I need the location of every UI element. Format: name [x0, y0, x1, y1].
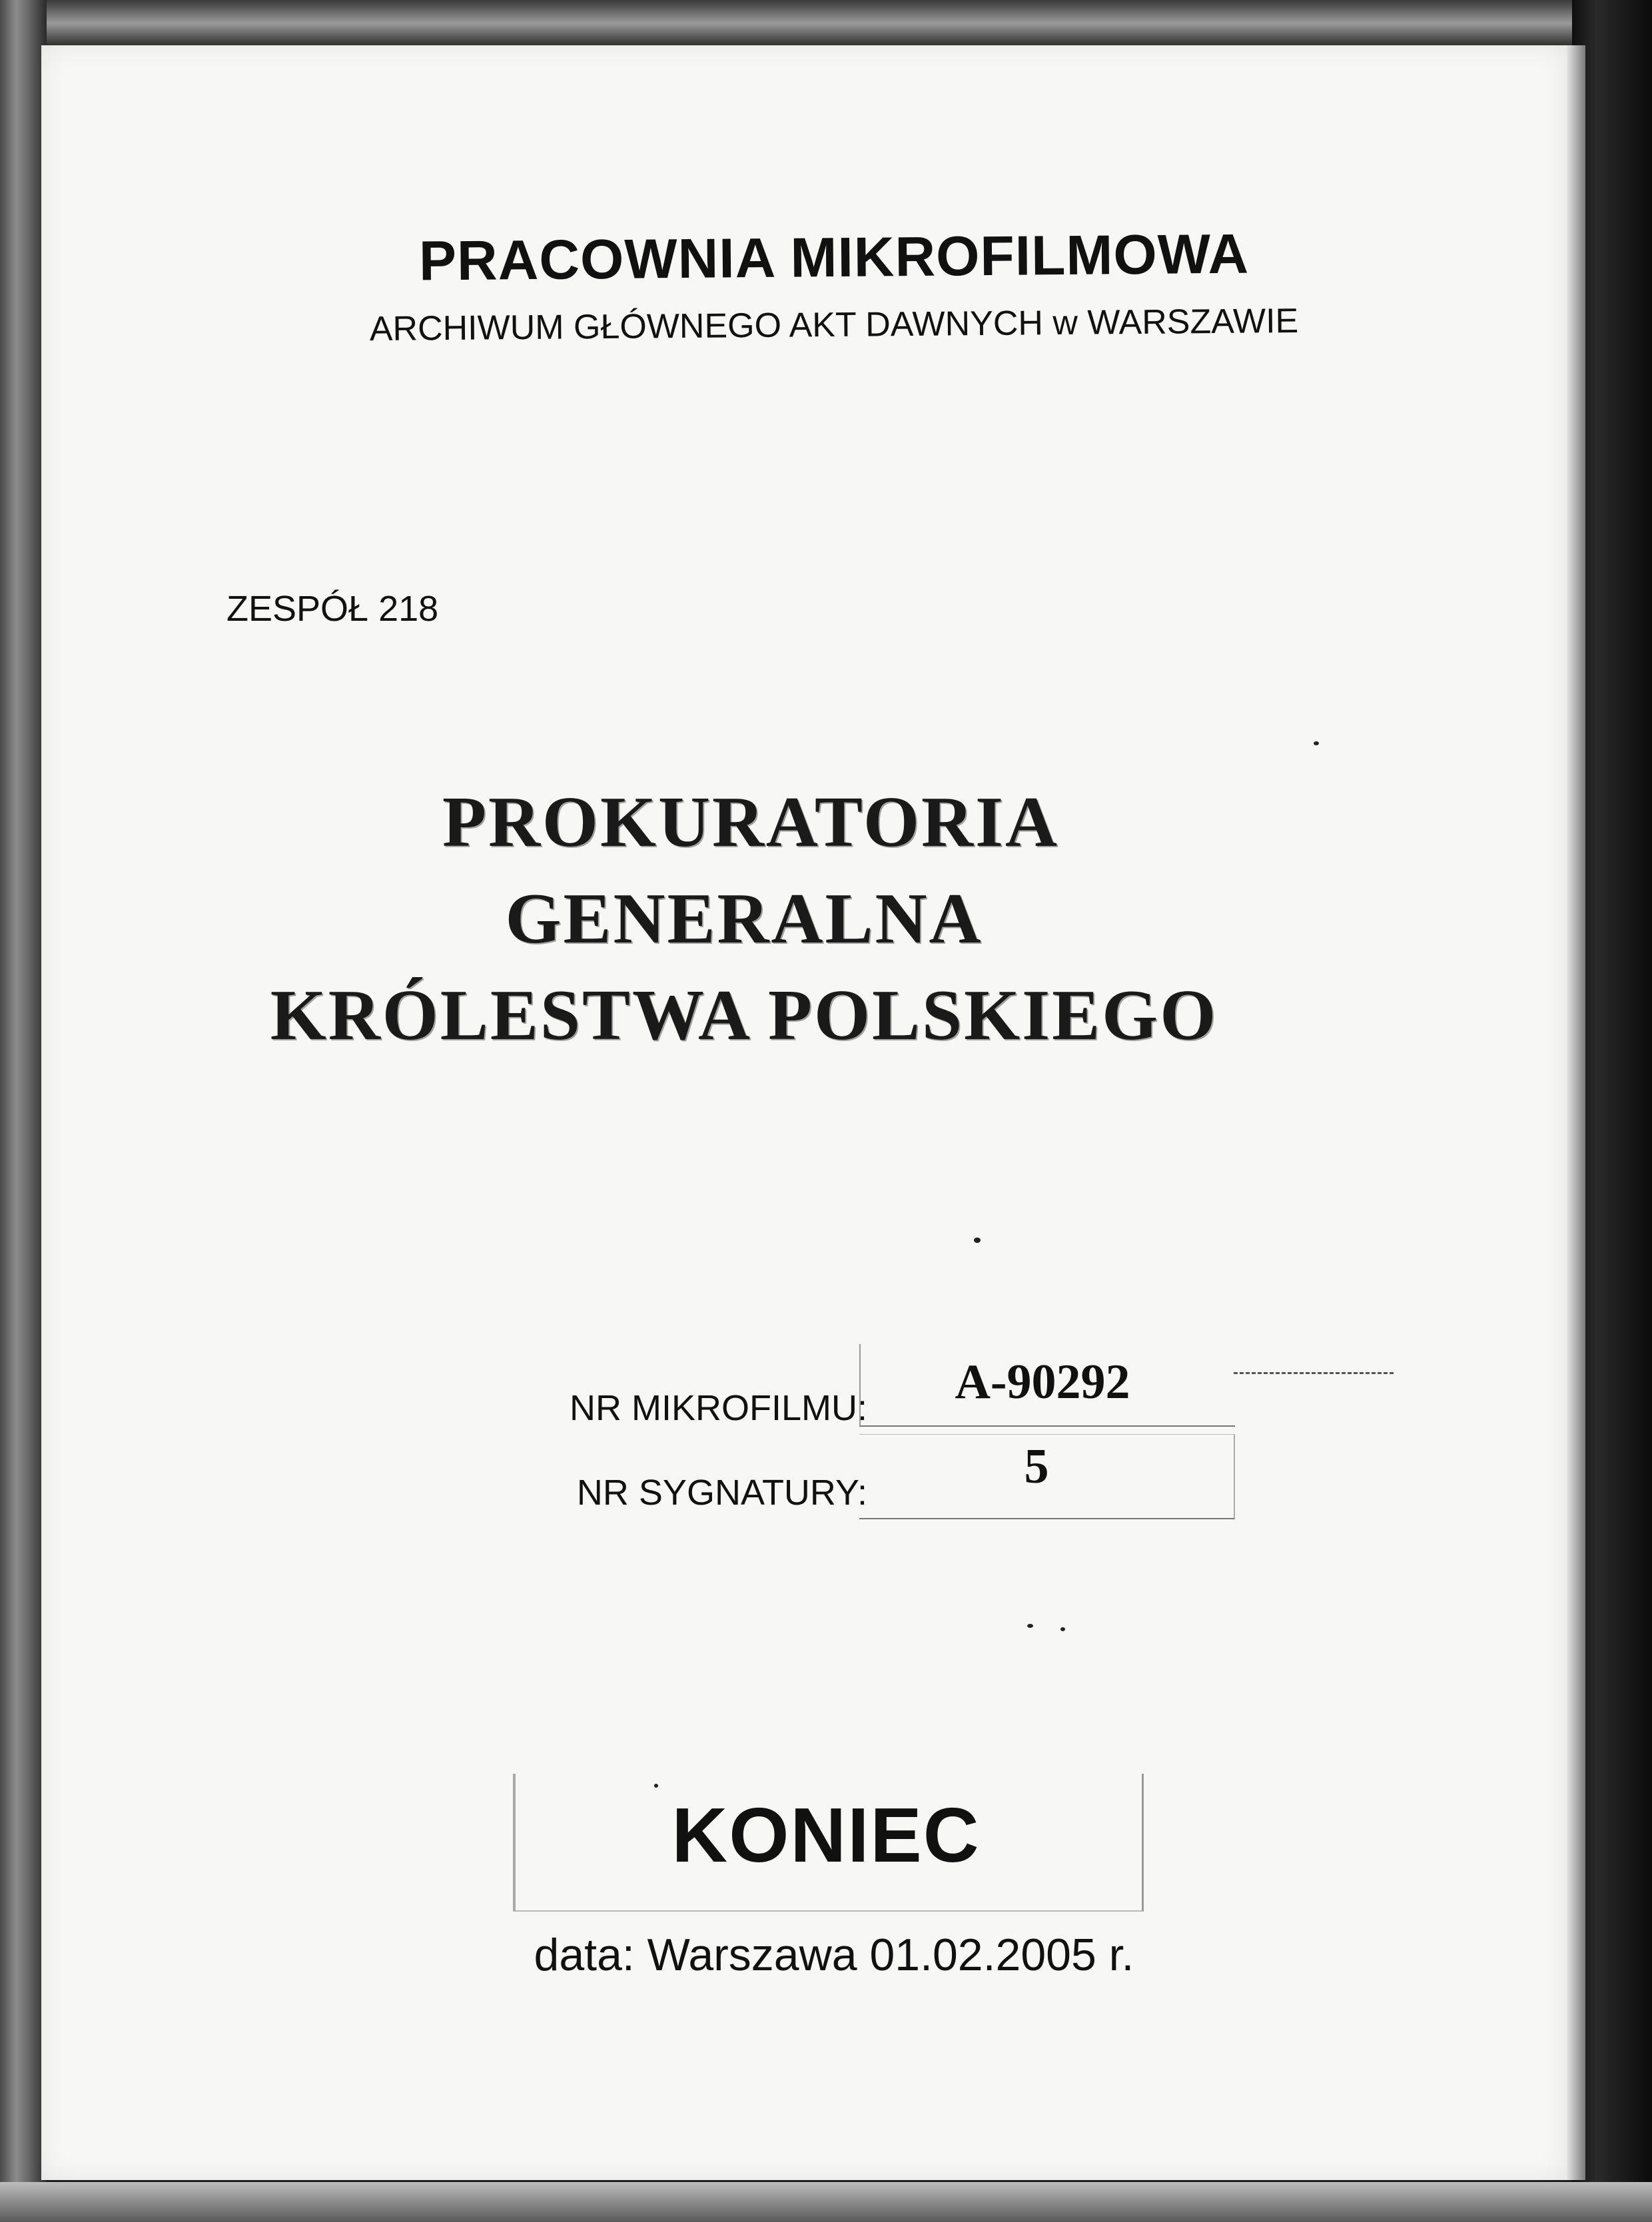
end-label: KONIEC: [671, 1792, 981, 1878]
date-line: data: Warszawa 01.02.2005 r.: [534, 1930, 1134, 1980]
lab-subtitle: ARCHIWUM GŁÓWNEGO AKT DAWNYCH w WARSZAWIE: [369, 301, 1299, 349]
document-title-line-2: GENERALNA: [505, 879, 983, 958]
dust-speck: [1027, 1624, 1033, 1628]
signature-number-box: [859, 1434, 1235, 1519]
document-title-line-3: KRÓLESTWA POLSKIEGO: [270, 976, 1218, 1055]
dust-speck: [1060, 1627, 1065, 1631]
dust-speck: [654, 1784, 658, 1788]
signature-number-value: 5: [1024, 1439, 1049, 1494]
film-border-bottom: [0, 2182, 1652, 2222]
divider: [1234, 1372, 1394, 1374]
document-page: [41, 45, 1567, 2180]
signature-number-label: NR SYGNATURY:: [576, 1473, 867, 1513]
lab-title: PRACOWNIA MIKROFILMOWA: [418, 222, 1250, 292]
film-border-left: [0, 0, 47, 2222]
document-title-line-1: PROKURATORIA: [442, 783, 1060, 862]
microfilm-number-label: NR MIKROFILMU:: [569, 1388, 867, 1428]
microfilm-number-value: A-90292: [955, 1355, 1130, 1409]
collection-label: ZESPÓŁ 218: [226, 589, 439, 629]
dust-speck: [1314, 741, 1319, 745]
film-border-top: [0, 0, 1652, 47]
dust-speck: [974, 1238, 981, 1243]
film-edge-strip: [1567, 45, 1585, 2180]
microfilm-number-box: [859, 1344, 1235, 1427]
